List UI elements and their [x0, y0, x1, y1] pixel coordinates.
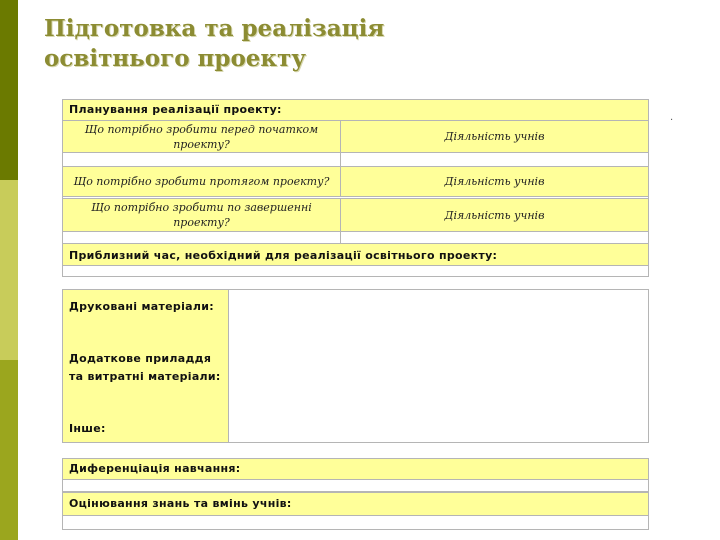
planning-row-during [63, 166, 648, 196]
stray-dot: . [670, 112, 674, 123]
left-accent-bar-bottom [0, 360, 18, 540]
planning-question-after: Що потрібно зробити по завершенні проекту? [63, 199, 341, 231]
planning-activity-after: Діяльність учнів [341, 199, 648, 231]
resources-labels-column [63, 290, 229, 442]
planning-row-before [63, 120, 648, 152]
planning-question-before: Що потрібно зробити перед початком проекту? [63, 121, 341, 152]
other-resources-label: Інше: [69, 422, 106, 435]
planning-activity-during: Діяльність учнів [341, 167, 648, 196]
differentiation-table [62, 458, 649, 492]
assessment-table [62, 492, 649, 530]
differentiation-label: Диференціація навчання: [63, 459, 648, 479]
planning-question-during: Що потрібно зробити протягом проекту? [63, 167, 341, 196]
planning-heading: Планування реалізації проекту: [63, 100, 648, 120]
planning-activity-before: Діяльність учнів [341, 121, 648, 152]
planning-gap-1 [63, 152, 648, 166]
assessment-value [63, 515, 648, 530]
supplies-label: Додаткове приладдя та витратні матеріали: [69, 352, 221, 383]
planning-gap-1-left [63, 153, 341, 166]
time-estimate-value [63, 265, 648, 277]
left-accent-bar-middle [0, 180, 18, 360]
slide-title-line-2: освітнього проекту [44, 45, 307, 72]
planning-table [62, 99, 649, 277]
left-accent-bar-top [0, 0, 18, 180]
planning-gap-3-left [63, 232, 341, 243]
planning-gap-3 [63, 231, 648, 243]
planning-row-after [63, 198, 648, 231]
printed-materials-label: Друковані матеріали: [69, 300, 214, 313]
assessment-label: Оцінювання знань та вмінь учнів: [63, 493, 648, 515]
time-estimate-label: Приблизний час, необхідний для реалізації освітнього проекту: [63, 243, 648, 265]
slide-title [44, 14, 384, 74]
differentiation-value [63, 479, 648, 492]
resources-table [62, 289, 649, 443]
slide-title-line-1: Підготовка та реалізація [44, 15, 385, 42]
